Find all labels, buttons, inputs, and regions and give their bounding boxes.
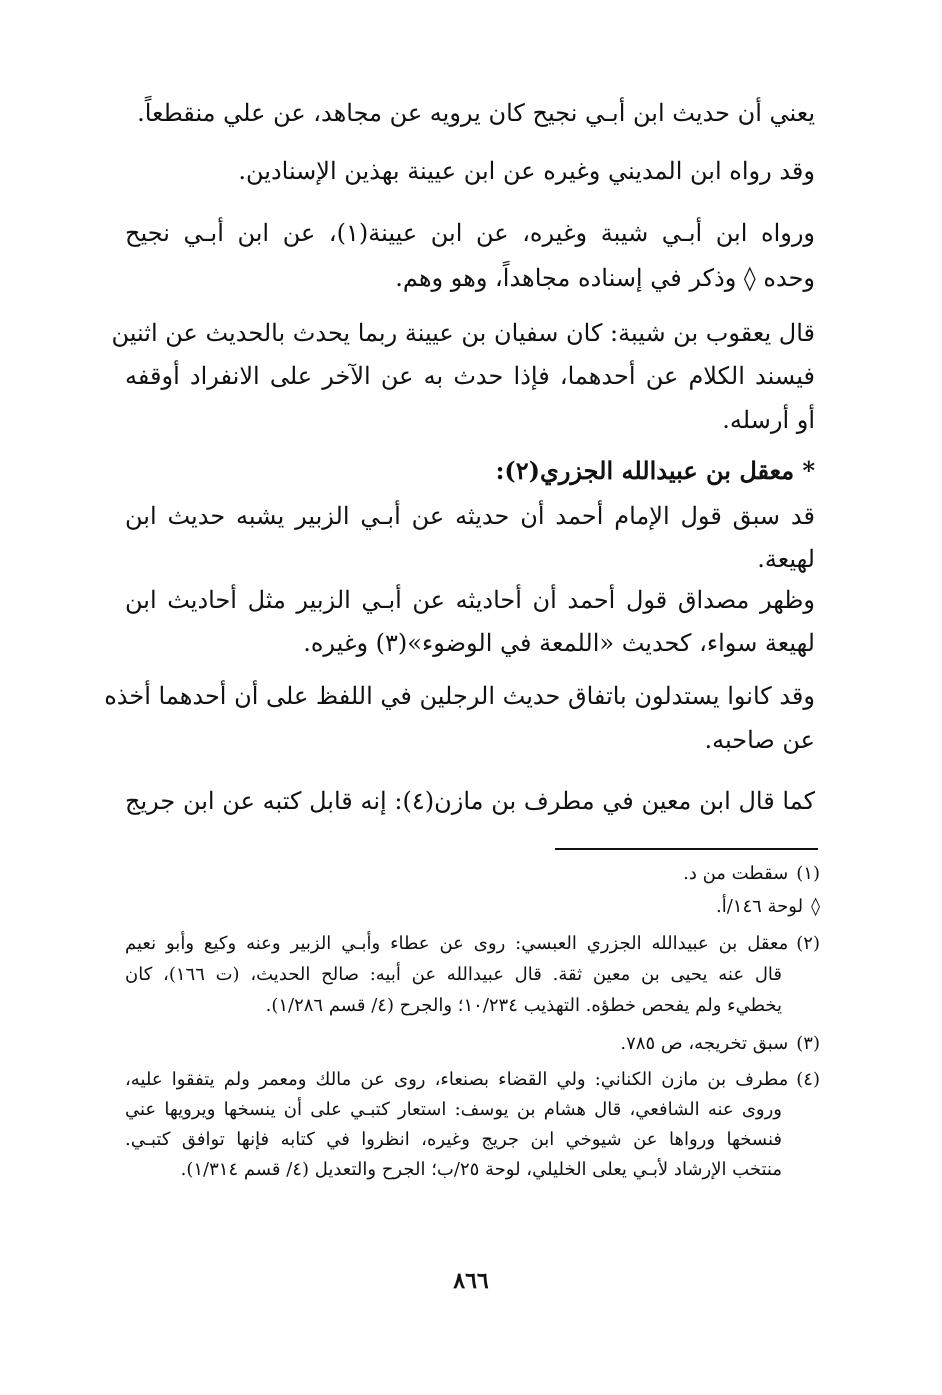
paragraph-5-line-2: لهيعة. — [757, 545, 815, 573]
footnote-4-line-1-text: مطرف بن مازن الكناني: ولي القضاء بصنعاء، روى عن مالك ومعمر ولم يتفقوا عليه، — [125, 1069, 789, 1090]
footnote-1 — [683, 865, 820, 883]
footnote-separator — [555, 848, 818, 850]
footnote-2-line-3: يخطيء ولم يفحص خطؤه. التهذيب ١٠/٢٣٤؛ والجرح (٤/ قسم ١/٢٨٦). — [265, 995, 782, 1016]
paragraph-5-line-1: قد سبق قول الإمام أحمد أن حديثه عن أبـي الزبير يشبه حديث ابن — [125, 502, 815, 530]
paragraph-7-line-2: عن صاحبه. — [704, 726, 815, 754]
footnote-2-number: (٢) — [796, 933, 820, 954]
paragraph-7-line-1: وقد كانوا يستدلون باتفاق حديث الرجلين في اللفظ على أن أحدهما أخذه — [104, 682, 815, 710]
paragraph-4-line-3: أو أرسله. — [722, 406, 815, 434]
section-heading — [495, 456, 815, 485]
footnote-4-line-2: وروى عنه الشافعي، قال هشام بن يوسف: استعار كتبـي على أن ينسخها ويرويها عني — [125, 1099, 782, 1120]
paragraph-1-line-1: يعني أن حديث ابن أبـي نجيح كان يرويه عن مجاهد، عن علي منقطعاً. — [137, 99, 815, 127]
footnote-4-line-3: فنسخها ورواها عن شيوخي ابن جريج وغيره، انظروا في كتابه فإنها توافق كتبـي. — [125, 1129, 782, 1150]
footnote-2-line-2: قال عنه يحيى بن معين ثقة. قال عبيدالله عن أبيه: صالح الحديث، (ت ١٦٦)، كان — [125, 964, 782, 985]
paragraph-6-line-2: لهيعة سواء، كحديث «اللمعة في الوضوء»(٣) وغيره. — [303, 629, 815, 657]
footnote-3-number: (٣) — [796, 1033, 820, 1054]
footnote-1-number: (١) — [796, 863, 820, 884]
paragraph-3-line-2: وحده ◊ وذكر في إسناده مجاهداً، وهو وهم. — [395, 264, 815, 292]
footnote-marker-text: لوحة ١٤٦/أ. — [715, 896, 804, 917]
paragraph-2-line-1: وقد رواه ابن المديني وغيره عن ابن عيينة بهذين الإسنادين. — [238, 157, 815, 185]
paragraph-8-line-1: كما قال ابن معين في مطرف بن مازن(٤): إنه قابل كتبه عن ابن جريج — [125, 787, 816, 815]
footnote-3 — [620, 1035, 820, 1053]
footnote-marker-symbol: ◊ — [811, 896, 820, 917]
paragraph-6-line-1: وظهر مصداق قول أحمد أن أحاديثه عن أبـي الزبير مثل أحاديث ابن — [125, 586, 815, 614]
footnote-4-number: (٤) — [796, 1069, 820, 1090]
star-bullet-icon: * — [802, 456, 815, 485]
section-heading-text: معقل بن عبيدالله الجزري(٢): — [495, 456, 795, 485]
footnote-marker — [716, 898, 820, 916]
paragraph-3-line-1: ورواه ابن أبـي شيبة وغيره، عن ابن عيينة(١)، عن ابن أبـي نجيح — [125, 219, 816, 247]
footnote-3-text: سبق تخريجه، ص ٧٨٥. — [620, 1033, 789, 1054]
paragraph-4-line-2: فيسند الكلام عن أحدهما، فإذا حدث به عن الآخر على الانفراد أوقفه — [125, 362, 815, 390]
footnote-2-line-1 — [125, 935, 820, 953]
paragraph-4-line-1: قال يعقوب بن شيبة: كان سفيان بن عيينة ربما يحدث بالحديث عن اثنين — [111, 319, 815, 347]
footnote-1-text: سقطت من د. — [683, 863, 789, 884]
footnote-4-line-1 — [125, 1071, 820, 1089]
page-number: ٨٦٦ — [453, 1268, 489, 1294]
footnote-4-line-4: منتخب الإرشاد لأبـي يعلى الخليلي، لوحة ٢٥/ب؛ الجرح والتعديل (٤/ قسم ١/٣١٤). — [180, 1159, 782, 1180]
footnote-2-line-1-text: معقل بن عبيدالله الجزري العبسي: روى عن عطاء وأبـي الزبير وعنه وكيع وأبو نعيم — [125, 933, 789, 954]
